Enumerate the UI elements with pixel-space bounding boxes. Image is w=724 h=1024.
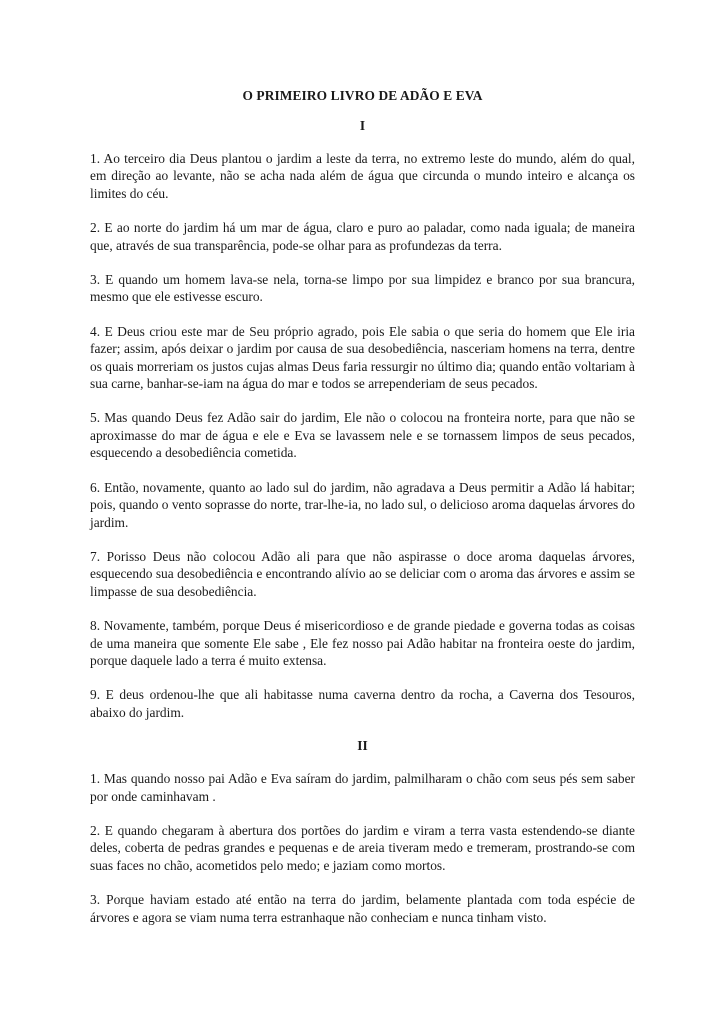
paragraph: 8. Novamente, também, porque Deus é misericordioso e de grande piedade e governa todas as coisas de uma maneira que somente Ele sabe , Ele fez nosso pai Adão habitar na fronteira oeste do jardim, porque daquele lado a terra é muito extensa.	[90, 618, 635, 668]
document-body	[90, 88, 635, 943]
paragraph: 9. E deus ordenou-lhe que ali habitasse numa caverna dentro da rocha, a Caverna dos Tesouros, abaixo do jardim.	[90, 687, 635, 720]
section-heading: I	[359, 118, 366, 133]
paragraph: 4. E Deus criou este mar de Seu próprio agrado, pois Ele sabia o que seria do homem que Ele iria fazer; assim, após deixar o jardim por causa de sua desobediência, nasceriam homens na terra, dentre os quais morreriam os justos cujas almas Deus faria ressurgir no último dia; quando então voltariam à sua carne, banhar-se-iam na água do mar e todos se arrependeriam de seus pecados.	[90, 323, 635, 392]
paragraph: 1. Ao terceiro dia Deus plantou o jardim a leste da terra, no extremo leste do mundo, além do qual, em direção ao levante, não se acha nada além de água que circunda o mundo inteiro e alcança os limites do céu.	[90, 151, 635, 201]
paragraph: 1. Mas quando nosso pai Adão e Eva saíram do jardim, palmilharam o chão com seus pés sem saber por onde caminhavam .	[90, 771, 635, 804]
paragraph: 3. Porque haviam estado até então na terra do jardim, belamente plantada com toda espécie de árvores e agora se viam numa terra estranhaque não conheciam e nunca tinham visto.	[90, 892, 635, 925]
paragraph: 3. E quando um homem lava-se nela, torna-se limpo por sua limpidez e branco por sua brancura, mesmo que ele estivesse escuro.	[90, 272, 635, 305]
section-1	[90, 118, 635, 721]
section-2	[90, 738, 635, 926]
paragraph: 5. Mas quando Deus fez Adão sair do jardim, Ele não o colocou na fronteira norte, para que não se aproximasse do mar de água e ele e Eva se lavassem nele e se tornassem limpos de seus pecados, esquecendo a desobediência cometida.	[90, 410, 635, 461]
section-heading: II	[357, 738, 368, 754]
paragraph: 2. E ao norte do jardim há um mar de água, claro e puro ao paladar, como nada iguala; de maneira que, através de sua transparência, pode-se olhar para as profundezas da terra.	[90, 220, 635, 253]
paragraph: 2. E quando chegaram à abertura dos portões do jardim e viram a terra vasta estendendo-se diante deles, coberta de pedras grandes e pequenas e de areia tiveram medo e tremeram, prostrando-se com suas faces no chão, acometidos pelo medo; e jaziam como mortos.	[90, 822, 635, 873]
paragraph: 6. Então, novamente, quanto ao lado sul do jardim, não agradava a Deus permitir a Adão lá habitar; pois, quando o vento soprasse do norte, trar-lhe-ia, no lado sul, o delicioso aroma daquelas árvores do jardim.	[90, 479, 635, 530]
paragraph: 7. Porisso Deus não colocou Adão ali para que não aspirasse o doce aroma daquelas árvores, esquecendo sua desobediência e encontrando alívio ao se deliciar com o aroma das árvores e assim se limpasse de sua desobediência.	[90, 548, 635, 599]
document-title: O PRIMEIRO LIVRO DE ADÃO E EVA	[242, 88, 483, 103]
